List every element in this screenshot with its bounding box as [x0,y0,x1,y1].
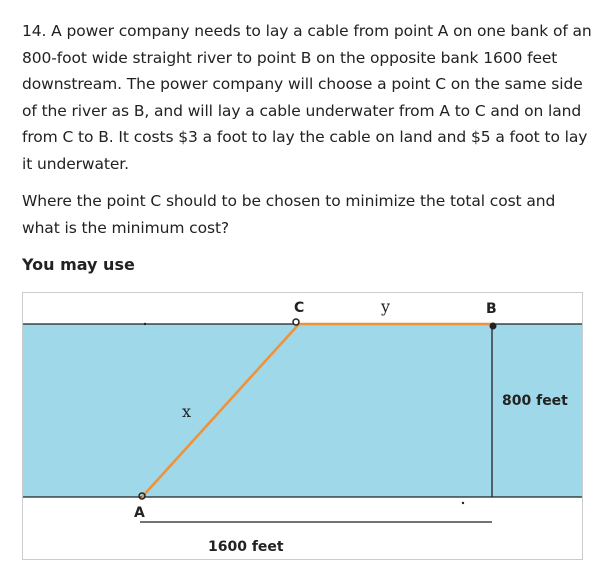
tick-mark [462,502,464,504]
point-b-marker [490,323,496,329]
problem-statement: 14. A power company needs to lay a cable from point A on one bank of an 800-foot wide straight river to point B on the opposite bank 1600 feet downstream. The power company will choose a point C on the same side of the river as B, and will lay a cable underwater from A to C and on land from C to B. It costs $3 a foot to lay the cable on land and $5 a foot to lay it underwater. [22,22,592,173]
label-b: B [486,301,497,317]
tick-mark [144,323,146,325]
label-x: x [182,402,192,421]
river-diagram [22,292,583,560]
label-c: C [294,300,305,316]
hint-label: You may use [22,255,135,274]
river-diagram-svg [22,292,583,560]
river-area [23,324,582,497]
label-downstream: 1600 feet [208,539,284,555]
problem-question: Where the point C should to be chosen to minimize the total cost and what is the minimum cost? [22,192,556,237]
label-river-width: 800 feet [502,393,568,409]
label-y: y [381,297,391,316]
label-a: A [134,505,145,521]
point-c-marker [293,319,299,325]
